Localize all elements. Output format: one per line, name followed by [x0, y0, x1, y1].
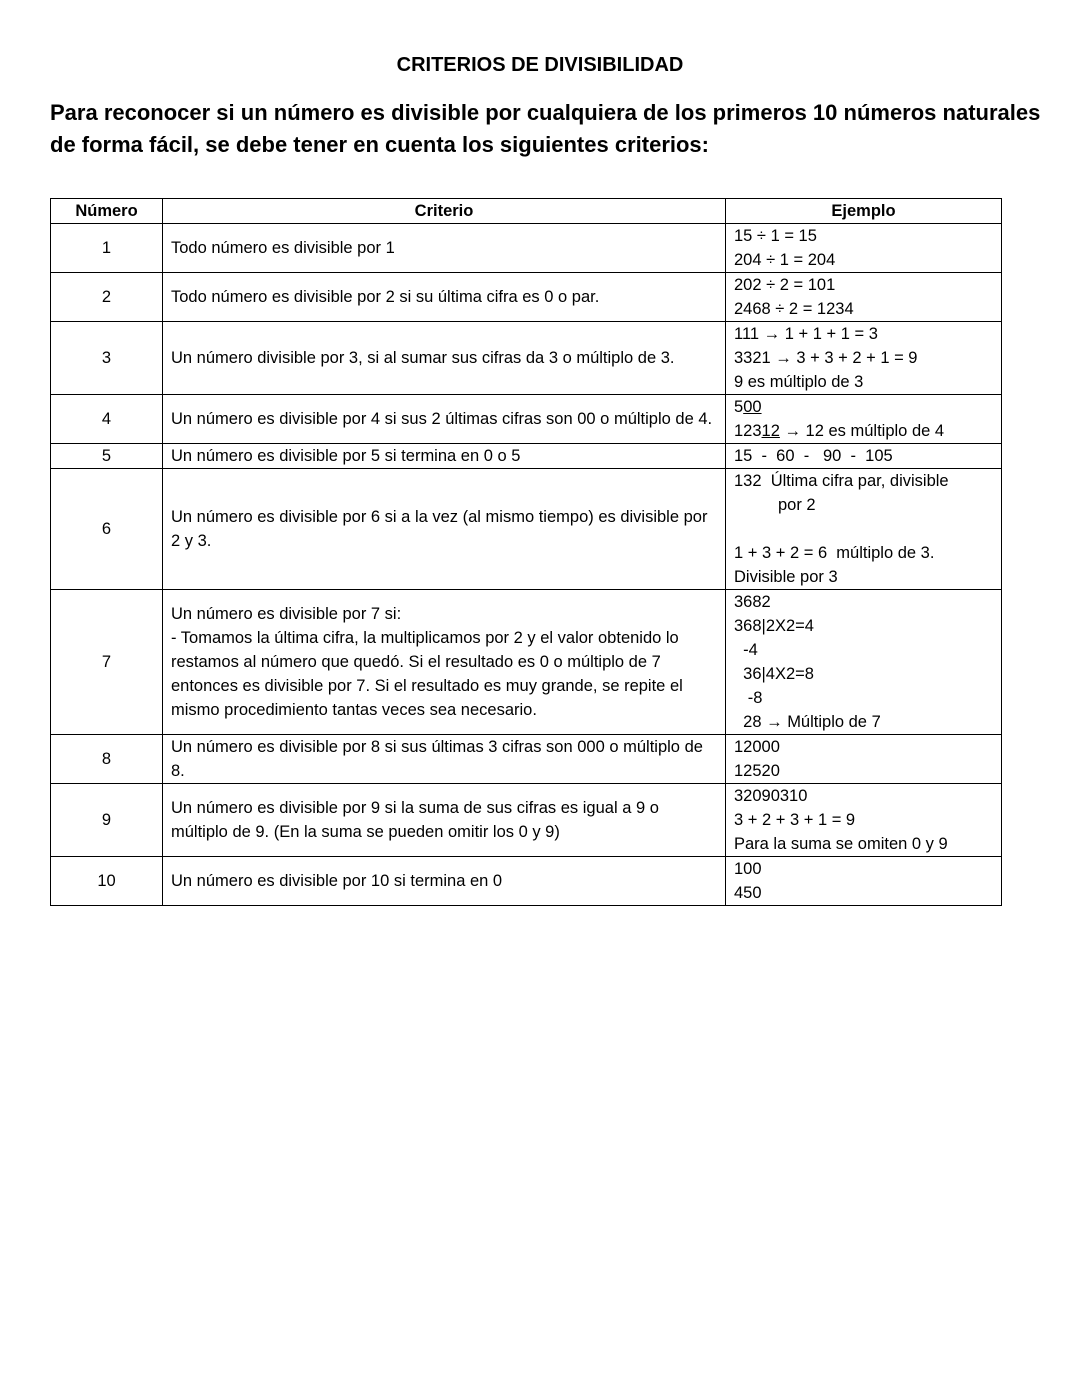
header-criterion: Criterio	[163, 199, 726, 224]
example-line: 12520	[734, 762, 780, 780]
example-line: Para la suma se omiten 0 y 9	[734, 835, 948, 853]
row-number: 3	[51, 322, 163, 395]
example-line: -8	[734, 689, 763, 707]
row-criterion	[163, 590, 726, 735]
row-example	[726, 857, 1002, 906]
table-row	[51, 735, 1002, 784]
row-example	[726, 590, 1002, 735]
header-example: Ejemplo	[726, 199, 1002, 224]
example-line: 2468 ÷ 2 = 1234	[734, 300, 854, 318]
row-criterion: Un número es divisible por 6 si a la vez (al mismo tiempo) es divisible por 2 y 3.	[163, 469, 726, 590]
intro-line: Para reconocer si un número es divisible por cualquiera de los primeros 10 números naturales	[50, 100, 1041, 125]
row-example	[726, 784, 1002, 857]
example-line: 12000	[734, 738, 780, 756]
table-row	[51, 322, 1002, 395]
example-line: 3 + 2 + 3 + 1 = 9	[734, 811, 856, 829]
table-header-row	[51, 199, 1002, 224]
example-line: 450	[734, 884, 762, 902]
example-text: 5	[734, 398, 744, 416]
table-row	[51, 857, 1002, 906]
row-criterion: Un número es divisible por 9 si la suma de sus cifras es igual a 9 o múltiplo de 9. (En la suma se pueden omitir los 0 y 9)	[163, 784, 726, 857]
intro-paragraph	[50, 97, 1040, 161]
row-number: 6	[51, 469, 163, 590]
example-line: 202 ÷ 2 = 101	[734, 276, 836, 294]
row-criterion: Un número es divisible por 10 si termina en 0	[163, 857, 726, 906]
page-title: CRITERIOS DE DIVISIBILIDAD	[396, 54, 684, 76]
example-line: por 2	[778, 496, 816, 514]
row-number: 5	[51, 444, 163, 469]
example-line: 100	[734, 860, 762, 878]
table-row	[51, 469, 1002, 590]
row-number: 8	[51, 735, 163, 784]
row-number: 10	[51, 857, 163, 906]
example-line	[734, 395, 993, 419]
row-number: 2	[51, 273, 163, 322]
example-text: 123	[734, 422, 762, 440]
row-criterion: Todo número es divisible por 1	[163, 224, 726, 273]
row-criterion: Un número es divisible por 5 si termina en 0 o 5	[163, 444, 726, 469]
example-line: 368|2X2=4	[734, 617, 814, 635]
table-row	[51, 273, 1002, 322]
table-row	[51, 784, 1002, 857]
underlined-digits: 12	[761, 422, 780, 440]
example-line: 32090310	[734, 787, 808, 805]
example-line: 3682	[734, 593, 771, 611]
example-line: 204 ÷ 1 = 204	[734, 251, 836, 269]
row-number: 4	[51, 395, 163, 444]
example-line: 28 → Múltiplo de 7	[734, 713, 881, 731]
table-row	[51, 224, 1002, 273]
example-line: 9 es múltiplo de 3	[734, 373, 864, 391]
row-criterion: Todo número es divisible por 2 si su última cifra es 0 o par.	[163, 273, 726, 322]
example-line: 15 ÷ 1 = 15	[734, 227, 817, 245]
row-example	[726, 322, 1002, 395]
table-row	[51, 590, 1002, 735]
table-row	[51, 395, 1002, 444]
divisibility-table	[50, 198, 1002, 906]
example-line: 111 → 1 + 1 + 1 = 3	[734, 325, 878, 343]
example-line: Divisible por 3	[734, 568, 838, 586]
example-line: 15 - 60 - 90 - 105	[734, 447, 893, 465]
row-number: 7	[51, 590, 163, 735]
table-row	[51, 444, 1002, 469]
row-example	[726, 735, 1002, 784]
example-spacer	[734, 517, 993, 541]
criterion-line: Un número es divisible por 7 si:	[171, 605, 402, 623]
example-line: 36|4X2=8	[734, 665, 814, 683]
criterion-line: - Tomamos la última cifra, la multiplicamos por 2 y el valor obtenido lo restamos al número que quedó. Si el resultado es 0 o múltiplo de 7 entonces es divisible por 7. Si el resultado es muy grande, se repite el mismo procedimiento tantas veces sea necesario.	[171, 629, 683, 719]
example-line: 3321 → 3 + 3 + 2 + 1 = 9	[734, 349, 918, 367]
intro-line: de forma fácil, se debe tener en cuenta los siguientes criterios:	[50, 132, 709, 157]
header-number: Número	[51, 199, 163, 224]
row-example	[726, 395, 1002, 444]
row-example	[726, 273, 1002, 322]
row-example	[726, 224, 1002, 273]
example-line: -4	[734, 641, 758, 659]
underlined-digits: 00	[743, 398, 762, 416]
row-criterion: Un número divisible por 3, si al sumar sus cifras da 3 o múltiplo de 3.	[163, 322, 726, 395]
example-line: 132 Última cifra par, divisible	[734, 472, 949, 490]
row-criterion: Un número es divisible por 8 si sus últimas 3 cifras son 000 o múltiplo de 8.	[163, 735, 726, 784]
example-line: 1 + 3 + 2 = 6 múltiplo de 3.	[734, 544, 935, 562]
example-line	[734, 419, 993, 443]
row-criterion: Un número es divisible por 4 si sus 2 últimas cifras son 00 o múltiplo de 4.	[163, 395, 726, 444]
row-example	[726, 444, 1002, 469]
row-number: 9	[51, 784, 163, 857]
row-example	[726, 469, 1002, 590]
example-text: → 12 es múltiplo de 4	[779, 422, 945, 440]
row-number: 1	[51, 224, 163, 273]
